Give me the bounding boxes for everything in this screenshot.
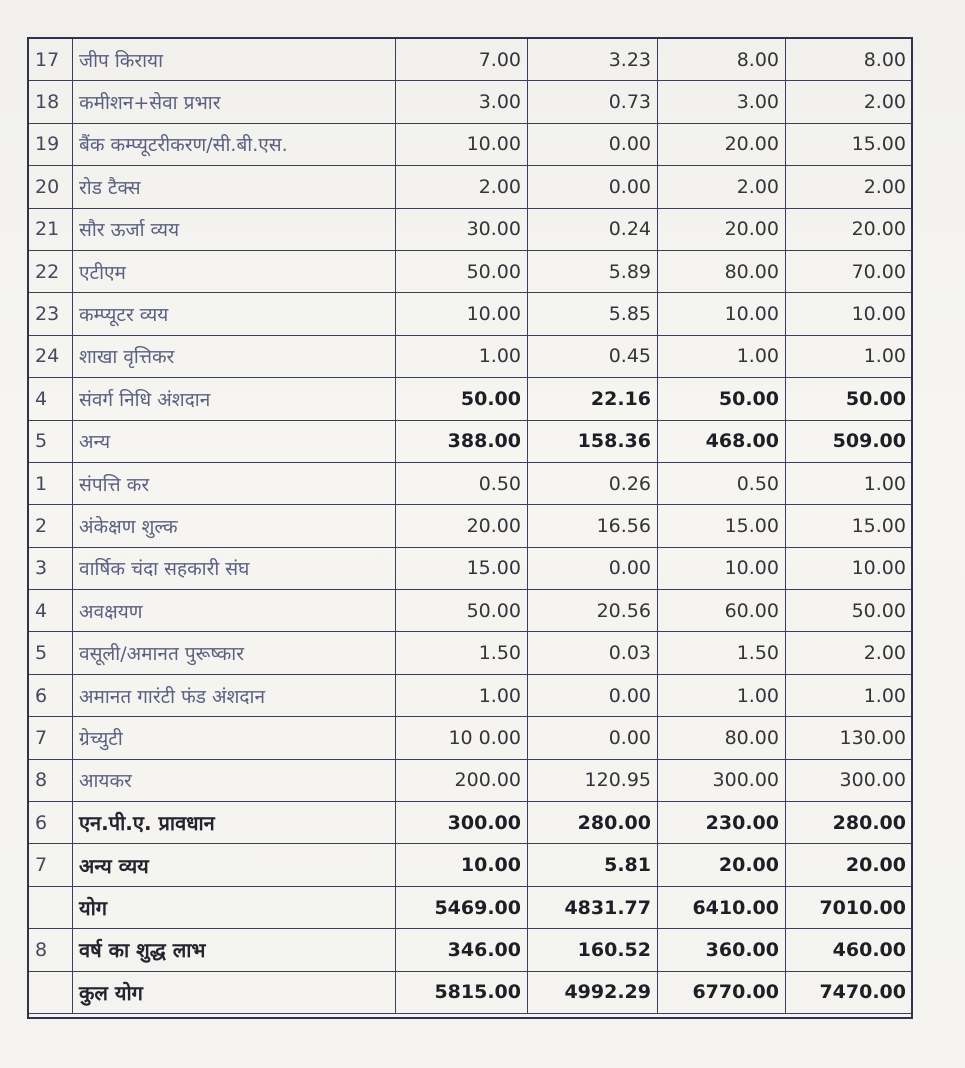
amount-col-2: 5.89 <box>528 250 658 292</box>
amount-col-3: 15.00 <box>658 505 786 547</box>
amount-col-1: 50.00 <box>396 590 528 632</box>
item-description: कम्प्यूटर व्यय <box>73 293 396 335</box>
item-description: कुल योग <box>73 971 396 1013</box>
item-description: वर्ष का शुद्ध लाभ <box>73 929 396 971</box>
item-description: बैंक कम्प्यूटरीकरण/सी.बी.एस. <box>73 123 396 165</box>
amount-col-1: 20.00 <box>396 505 528 547</box>
item-description: योग <box>73 886 396 928</box>
item-description: वार्षिक चंदा सहकारी संघ <box>73 547 396 589</box>
amount-col-1: 5469.00 <box>396 886 528 928</box>
amount-col-1: 5815.00 <box>396 971 528 1013</box>
table-row <box>29 166 913 208</box>
item-description: आयकर <box>73 759 396 801</box>
amount-col-4: 460.00 <box>786 929 913 971</box>
amount-col-4: 130.00 <box>786 717 913 759</box>
table-row <box>29 39 913 81</box>
amount-col-1: 10.00 <box>396 123 528 165</box>
amount-col-2: 0.00 <box>528 674 658 716</box>
table-row <box>29 462 913 504</box>
amount-col-2: 0.00 <box>528 547 658 589</box>
table-row <box>29 123 913 165</box>
amount-col-3: 10.00 <box>658 547 786 589</box>
amount-col-4: 70.00 <box>786 250 913 292</box>
serial-number: 4 <box>29 378 73 420</box>
table-row <box>29 208 913 250</box>
amount-col-4: 15.00 <box>786 505 913 547</box>
item-description: संपत्ति कर <box>73 462 396 504</box>
item-description: संवर्ग निधि अंशदान <box>73 378 396 420</box>
amount-col-2: 5.81 <box>528 844 658 886</box>
amount-col-4: 10.00 <box>786 293 913 335</box>
amount-col-4: 2.00 <box>786 81 913 123</box>
amount-col-4: 8.00 <box>786 39 913 81</box>
amount-col-4: 20.00 <box>786 844 913 886</box>
amount-col-2: 0.03 <box>528 632 658 674</box>
table-row <box>29 81 913 123</box>
serial-number: 8 <box>29 929 73 971</box>
amount-col-3: 0.50 <box>658 462 786 504</box>
amount-col-4: 509.00 <box>786 420 913 462</box>
amount-col-3: 20.00 <box>658 844 786 886</box>
amount-col-3: 50.00 <box>658 378 786 420</box>
amount-col-1: 3.00 <box>396 81 528 123</box>
amount-col-2: 0.24 <box>528 208 658 250</box>
amount-col-1: 346.00 <box>396 929 528 971</box>
amount-col-2: 16.56 <box>528 505 658 547</box>
amount-col-1: 50.00 <box>396 250 528 292</box>
amount-col-4: 7010.00 <box>786 886 913 928</box>
amount-col-3: 6770.00 <box>658 971 786 1013</box>
table-row <box>29 590 913 632</box>
table-row <box>29 293 913 335</box>
serial-number: 3 <box>29 547 73 589</box>
amount-col-3: 20.00 <box>658 208 786 250</box>
serial-number: 6 <box>29 802 73 844</box>
serial-number: 20 <box>29 166 73 208</box>
amount-col-4: 50.00 <box>786 378 913 420</box>
amount-col-3: 80.00 <box>658 250 786 292</box>
amount-col-3: 10.00 <box>658 293 786 335</box>
amount-col-1: 10.00 <box>396 844 528 886</box>
amount-col-1: 50.00 <box>396 378 528 420</box>
table-row <box>29 378 913 420</box>
total-row <box>29 886 913 928</box>
budget-table <box>28 38 913 1014</box>
amount-col-3: 80.00 <box>658 717 786 759</box>
amount-col-4: 1.00 <box>786 462 913 504</box>
amount-col-3: 1.00 <box>658 335 786 377</box>
serial-number <box>29 971 73 1013</box>
serial-number: 5 <box>29 420 73 462</box>
serial-number: 1 <box>29 462 73 504</box>
item-description: अवक्षयण <box>73 590 396 632</box>
serial-number: 21 <box>29 208 73 250</box>
amount-col-1: 1.50 <box>396 632 528 674</box>
amount-col-4: 1.00 <box>786 335 913 377</box>
serial-number <box>29 886 73 928</box>
amount-col-3: 468.00 <box>658 420 786 462</box>
item-description: एटीएम <box>73 250 396 292</box>
amount-col-2: 22.16 <box>528 378 658 420</box>
amount-col-1: 10.00 <box>396 293 528 335</box>
amount-col-2: 0.73 <box>528 81 658 123</box>
amount-col-2: 0.45 <box>528 335 658 377</box>
item-description: वसूली/अमानत पुरूष्कार <box>73 632 396 674</box>
amount-col-2: 4992.29 <box>528 971 658 1013</box>
table-row <box>29 632 913 674</box>
table-row <box>29 844 913 886</box>
serial-number: 8 <box>29 759 73 801</box>
amount-col-3: 60.00 <box>658 590 786 632</box>
item-description: ग्रेच्युटी <box>73 717 396 759</box>
table-row <box>29 250 913 292</box>
item-description: अंकेक्षण शुल्क <box>73 505 396 547</box>
amount-col-2: 0.26 <box>528 462 658 504</box>
amount-col-1: 30.00 <box>396 208 528 250</box>
serial-number: 24 <box>29 335 73 377</box>
amount-col-3: 2.00 <box>658 166 786 208</box>
amount-col-4: 2.00 <box>786 166 913 208</box>
amount-col-4: 300.00 <box>786 759 913 801</box>
amount-col-4: 20.00 <box>786 208 913 250</box>
item-description: कमीशन+सेवा प्रभार <box>73 81 396 123</box>
item-description: रोड टैक्स <box>73 166 396 208</box>
amount-col-3: 230.00 <box>658 802 786 844</box>
amount-col-3: 20.00 <box>658 123 786 165</box>
item-description: अन्य <box>73 420 396 462</box>
amount-col-1: 1.00 <box>396 674 528 716</box>
amount-col-2: 160.52 <box>528 929 658 971</box>
item-description: जीप किराया <box>73 39 396 81</box>
table-row <box>29 759 913 801</box>
amount-col-1: 15.00 <box>396 547 528 589</box>
serial-number: 2 <box>29 505 73 547</box>
serial-number: 22 <box>29 250 73 292</box>
amount-col-1: 0.50 <box>396 462 528 504</box>
amount-col-4: 1.00 <box>786 674 913 716</box>
serial-number: 7 <box>29 717 73 759</box>
amount-col-3: 8.00 <box>658 39 786 81</box>
amount-col-1: 300.00 <box>396 802 528 844</box>
serial-number: 4 <box>29 590 73 632</box>
serial-number: 6 <box>29 674 73 716</box>
item-description: अन्य व्यय <box>73 844 396 886</box>
table-row <box>29 420 913 462</box>
amount-col-4: 15.00 <box>786 123 913 165</box>
amount-col-3: 1.50 <box>658 632 786 674</box>
amount-col-2: 0.00 <box>528 123 658 165</box>
amount-col-1: 200.00 <box>396 759 528 801</box>
amount-col-2: 0.00 <box>528 166 658 208</box>
serial-number: 5 <box>29 632 73 674</box>
amount-col-1: 2.00 <box>396 166 528 208</box>
item-description: अमानत गारंटी फंड अंशदान <box>73 674 396 716</box>
amount-col-3: 3.00 <box>658 81 786 123</box>
serial-number: 17 <box>29 39 73 81</box>
table-row <box>29 505 913 547</box>
table-row <box>29 335 913 377</box>
table-row <box>29 802 913 844</box>
amount-col-3: 6410.00 <box>658 886 786 928</box>
table-row <box>29 717 913 759</box>
amount-col-2: 120.95 <box>528 759 658 801</box>
serial-number: 7 <box>29 844 73 886</box>
item-description: सौर ऊर्जा व्यय <box>73 208 396 250</box>
amount-col-3: 300.00 <box>658 759 786 801</box>
amount-col-2: 20.56 <box>528 590 658 632</box>
amount-col-2: 0.00 <box>528 717 658 759</box>
serial-number: 19 <box>29 123 73 165</box>
item-description: एन.पी.ए. प्रावधान <box>73 802 396 844</box>
amount-col-4: 7470.00 <box>786 971 913 1013</box>
amount-col-1: 1.00 <box>396 335 528 377</box>
amount-col-2: 4831.77 <box>528 886 658 928</box>
amount-col-2: 5.85 <box>528 293 658 335</box>
amount-col-2: 280.00 <box>528 802 658 844</box>
serial-number: 18 <box>29 81 73 123</box>
amount-col-1: 10 0.00 <box>396 717 528 759</box>
table-row <box>29 674 913 716</box>
serial-number: 23 <box>29 293 73 335</box>
amount-col-2: 158.36 <box>528 420 658 462</box>
amount-col-3: 1.00 <box>658 674 786 716</box>
amount-col-4: 10.00 <box>786 547 913 589</box>
amount-col-2: 3.23 <box>528 39 658 81</box>
net-profit-row <box>29 929 913 971</box>
amount-col-4: 50.00 <box>786 590 913 632</box>
amount-col-3: 360.00 <box>658 929 786 971</box>
amount-col-1: 7.00 <box>396 39 528 81</box>
table-row <box>29 547 913 589</box>
amount-col-4: 2.00 <box>786 632 913 674</box>
amount-col-1: 388.00 <box>396 420 528 462</box>
grand-total-row <box>29 971 913 1013</box>
amount-col-4: 280.00 <box>786 802 913 844</box>
item-description: शाखा वृत्तिकर <box>73 335 396 377</box>
